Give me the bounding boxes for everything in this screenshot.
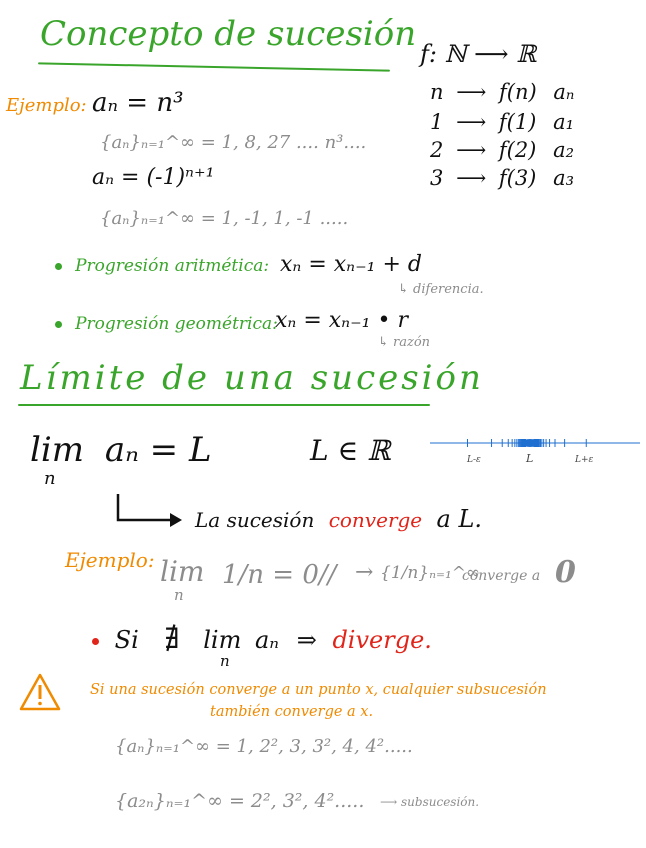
arith-progression-row [55,256,269,276]
diverge-an: aₙ [255,626,280,654]
mapping-input: 1 [430,110,444,134]
lim-subscript: n [44,468,56,489]
title-underline [38,62,390,71]
mapping-row [430,166,574,190]
mapping-term: aₙ [553,80,575,104]
example1-formula: aₙ = n³ [92,88,184,118]
lim-operator: lim [30,430,84,470]
mapping-input: n [430,80,444,104]
diverge-word: diverge. [332,626,432,654]
geom-label: Progresión geométrica: [75,314,278,334]
diverge-lim: lim [203,626,242,654]
implies-icon: ⇒ [296,626,317,654]
not-exists-icon: ∄ [164,622,180,655]
example-sequence: {1/n}ₙ₌₁^∞ [380,563,481,583]
mapping-image: f(1) [498,110,537,134]
example1-sequence: {aₙ}ₙ₌₁^∞ = 1, 8, 27 .... n³.... [100,132,367,153]
arrow-icon: ⟶ [456,138,487,162]
geom-note: ↳ razón [378,335,431,350]
arith-formula: xₙ = xₙ₋₁ + d [280,252,423,277]
converge-post: a L. [436,505,483,533]
arith-note: ↳ diferencia. [398,282,484,297]
number-line [425,428,645,468]
example-lim-subscript: n [174,586,184,604]
converge-sentence [195,505,482,533]
limit-domain: L ∈ ℝ [310,434,391,467]
example2-sequence: {aₙ}ₙ₌₁^∞ = 1, -1, 1, -1 ..... [100,208,349,229]
example2-formula: aₙ = (-1)ⁿ⁺¹ [92,165,215,190]
right-angle-arrow-icon [112,492,192,528]
diverge-lim-subscript: n [220,652,230,670]
right-bound-label: L+ε [575,455,594,465]
warning-icon [18,672,62,712]
bullet-icon [92,638,99,645]
sequence-subsequence: {a₂ₙ}ₙ₌₁^∞ = 2², 3², 4²..... [115,790,365,812]
mapping-term: a₂ [553,138,575,162]
mapping-image: f(3) [498,166,537,190]
example-expression: 1/n = 0// [222,560,337,590]
example-lim: lim [160,555,205,588]
warning-line-2: también converge a x. [210,704,374,720]
mapping-header: f: ℕ ⟶ ℝ [420,40,537,68]
geom-progression-row [55,314,278,334]
mapping-image: f(2) [498,138,537,162]
mapping-term: a₃ [553,166,575,190]
subsequence-note: ⟶ subsucesión. [380,795,480,809]
accumulation-point [522,439,538,447]
section-title-limit: Límite de una sucesión [20,358,484,398]
diverge-si: Si [114,626,139,654]
bullet-icon [55,321,62,328]
limit-definition [30,430,212,470]
mapping-row [430,138,574,162]
converge-word: converge [328,508,423,532]
mapping-row [430,110,574,134]
converge-pre: La sucesión [195,508,315,532]
warning-line-1: Si una sucesión converge a un punto x, cualquier subsucesión [90,682,547,698]
mapping-input: 2 [430,138,444,162]
mapping-image: f(n) [499,80,537,104]
limit-rest: aₙ = L [104,430,212,470]
arith-label: Progresión aritmética: [75,256,270,276]
diverge-row [92,622,432,655]
mapping-term: a₁ [553,110,575,134]
left-bound-label: L-ε [467,455,481,465]
arrow-icon: ⟶ [456,166,487,190]
geom-formula: xₙ = xₙ₋₁ • r [275,308,408,333]
bullet-icon [55,263,62,270]
mapping-input: 3 [430,166,444,190]
example-label: Ejemplo: [6,95,87,116]
arrow-icon: ⟶ [456,80,487,104]
example-label: Ejemplo: [65,548,155,572]
center-label: L [526,452,534,465]
example-zero: 0 [555,555,576,590]
arrow-icon: ⟶ [456,110,487,134]
title-underline [18,404,430,406]
section-title-sequence: Concepto de sucesión [40,14,417,54]
sequence-full: {aₙ}ₙ₌₁^∞ = 1, 2², 3, 3², 4, 4²..... [115,736,413,757]
example-arrow: → [355,560,374,585]
example-converge-text: converge a [462,568,541,584]
mapping-row [430,80,574,104]
